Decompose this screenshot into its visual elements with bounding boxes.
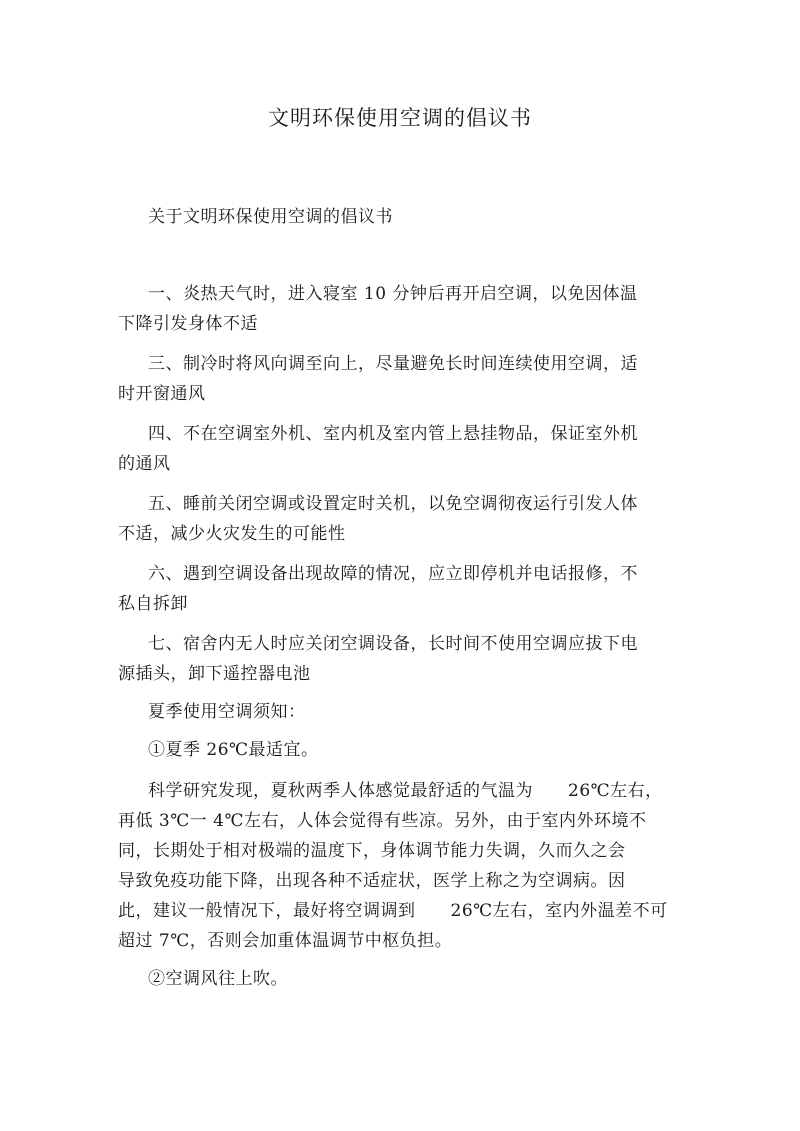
tip1-line: 此，建议一般情况下，最好将空调调到 26℃左右，室内外温差不可 (118, 901, 668, 921)
item-paragraph (118, 349, 658, 409)
item-line-2: 时开窗通风 (118, 384, 206, 404)
item-paragraph (118, 629, 658, 689)
item-line-2: 私自拆卸 (118, 594, 188, 614)
tip2-heading: ②空调风往上吹。 (148, 969, 288, 989)
tip1-heading: ①夏季 26℃最适宜。 (148, 740, 319, 760)
item-paragraph (118, 559, 658, 619)
item-line-1: 三、制冷时将风向调至向上，尽量避免长时间连续使用空调，适 (148, 354, 638, 374)
item-line-2: 的通风 (118, 454, 171, 474)
document-title: 文明环保使用空调的倡议书 (268, 106, 532, 130)
tip1-line: 导致免疫功能下降，出现各种不适症状，医学上称之为空调病。因 (118, 871, 626, 891)
tip1-line: 超过 7℃，否则会加重体温调节中枢负担。 (118, 931, 453, 951)
item-line-2: 下降引发身体不适 (118, 314, 258, 334)
item-line-1: 六、遇到空调设备出现故障的情况，应立即停机并电话报修，不 (148, 564, 638, 584)
item-paragraph (118, 419, 658, 479)
item-line-1: 四、不在空调室外机、室内机及室内管上悬挂物品，保证室外机 (148, 424, 638, 444)
item-line-2: 源插头，卸下遥控器电池 (118, 664, 311, 684)
intro-line: 关于文明环保使用空调的倡议书 (148, 207, 393, 227)
item-paragraph (118, 279, 658, 339)
item-line-1: 五、睡前关闭空调或设置定时关机，以免空调彻夜运行引发人体 (148, 494, 638, 514)
item-paragraph (118, 489, 658, 549)
tip1-body (118, 776, 668, 956)
item-line-1: 一、炎热天气时，进入寝室 10 分钟后再开启空调，以免因体温 (148, 284, 638, 304)
item-line-2: 不适，减少火灾发生的可能性 (118, 524, 346, 544)
item-line-1: 七、宿舍内无人时应关闭空调设备，长时间不使用空调应拔下电 (148, 634, 638, 654)
tip1-line: 科学研究发现，夏秋两季人体感觉最舒适的气温为 26℃左右， (148, 781, 663, 801)
summer-heading: 夏季使用空调须知： (148, 702, 306, 722)
tip1-line: 同，长期处于相对极端的温度下，身体调节能力失调，久而久之会 (118, 841, 626, 861)
tip1-line: 再低 3℃一 4℃左右，人体会觉得有些凉。另外，由于室内外环境不 (118, 811, 647, 831)
